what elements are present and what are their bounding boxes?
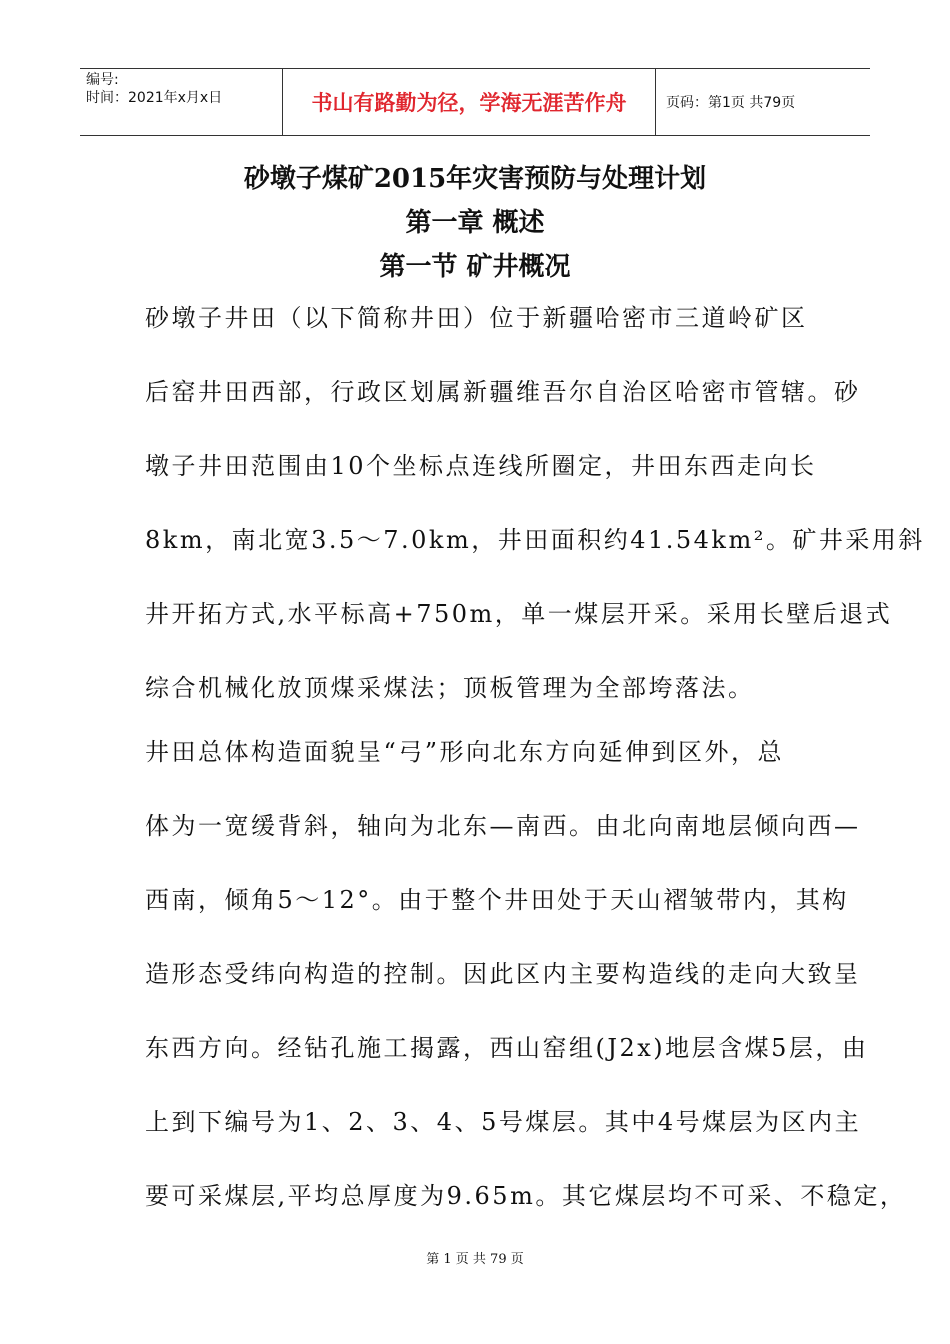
number-label: 编号:: [86, 72, 119, 88]
page-footer: 第 1 页 共 79 页: [426, 1252, 524, 1267]
page-header: [80, 68, 870, 136]
section-heading: 第一节 矿井概况: [379, 252, 571, 282]
body-line: 东西方向。经钻孔施工揭露，西山窑组(J2x)地层含煤5层，由: [145, 1034, 869, 1062]
body-line: 要可采煤层,平均总厚度为9.65m。其它煤层均不可采、不稳定，: [145, 1182, 907, 1210]
chapter-heading: 第一章 概述: [405, 208, 545, 238]
header-motto: 书山有路勤为径，学海无涯苦作舟: [311, 91, 627, 115]
body-line: 后窑井田西部，行政区划属新疆维吾尔自治区哈密市管辖。砂: [145, 378, 861, 406]
body-line: 上到下编号为1、2、3、4、5号煤层。其中4号煤层为区内主: [145, 1108, 862, 1136]
body-line: 砂墩子井田（以下简称井田）位于新疆哈密市三道岭矿区: [145, 304, 808, 332]
body-line: 墩子井田范围由10个坐标点连线所圈定，井田东西走向长: [145, 452, 817, 480]
time-label: 时间：2021年x月x日: [86, 90, 223, 106]
header-page-code: 页码：第1页 共79页: [666, 95, 796, 111]
header-meta: [80, 69, 282, 135]
body-line: 造形态受纬向构造的控制。因此区内主要构造线的走向大致呈: [145, 960, 861, 988]
body-line: 井田总体构造面貌呈“弓”形向北东方向延伸到区外，总: [145, 738, 785, 766]
document-title: 砂墩子煤矿2015年灾害预防与处理计划: [243, 164, 707, 194]
body-line: 西南，倾角5～12°。由于整个井田处于天山褶皱带内，其构: [145, 886, 849, 914]
body-line: 8km，南北宽3.5～7.0km，井田面积约41.54km²。矿井采用斜: [145, 526, 925, 554]
header-motto-cell: [282, 69, 656, 135]
body-line: 体为一宽缓背斜，轴向为北东—南西。由北向南地层倾向西—: [145, 812, 861, 840]
header-page-code-cell: [656, 69, 870, 135]
body-line: 综合机械化放顶煤采煤法；顶板管理为全部垮落法。: [145, 674, 755, 702]
body-line: 井开拓方式,水平标高+750m，单一煤层开采。采用长壁后退式: [145, 600, 893, 628]
